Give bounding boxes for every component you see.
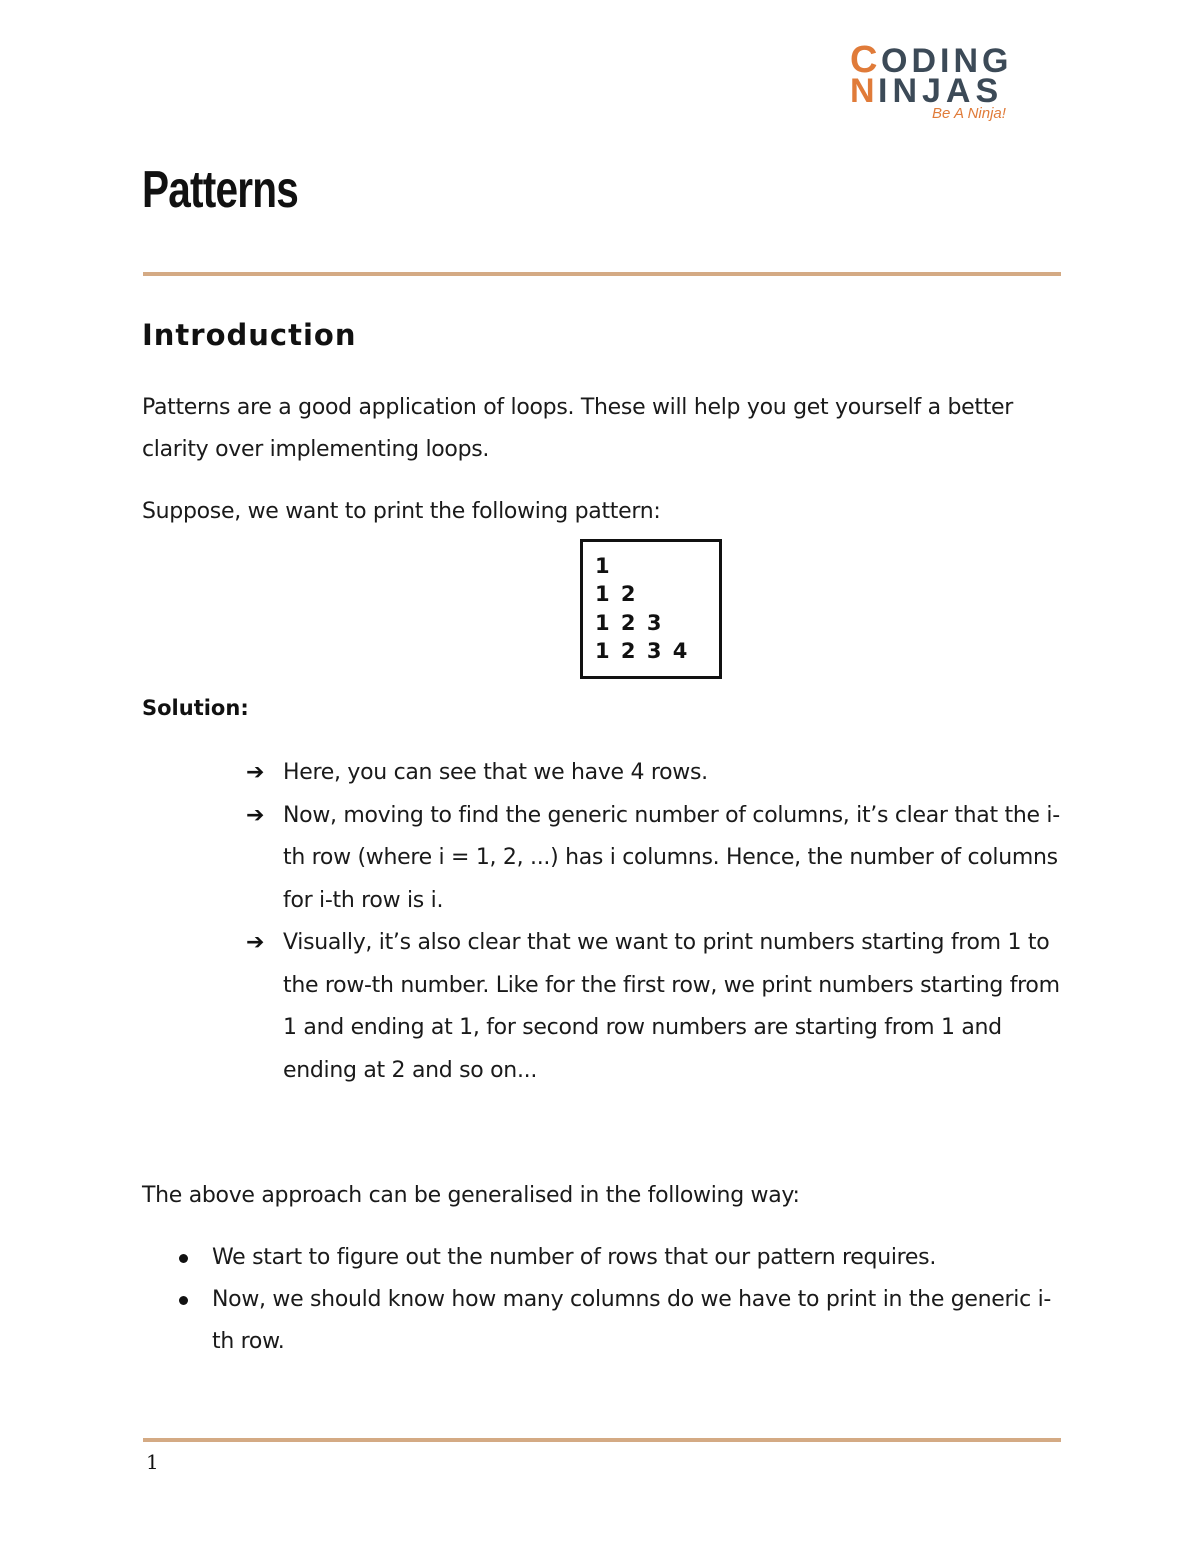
logo-text-injas: INJAS: [878, 72, 1004, 110]
general-point-text: Now, we should know how many columns do we have to print in the generic i-th row.: [212, 1287, 1052, 1354]
general-points-list: [176, 1237, 1056, 1363]
solution-item-text: Here, you can see that we have 4 rows.: [283, 760, 708, 785]
arrow-right-icon: ➔: [246, 930, 265, 955]
pattern-line: 1 2: [595, 582, 638, 606]
arrow-right-icon: ➔: [246, 760, 265, 785]
bullet-icon: [179, 1296, 188, 1305]
general-point-text: We start to figure out the number of rows that our pattern requires.: [212, 1245, 937, 1270]
logo-text-oding: ODING: [881, 42, 1013, 80]
general-point-item: [176, 1237, 1056, 1279]
intro-paragraph: Patterns are a good application of loops. These will help you get yourself a better clarity over implementing loops.: [142, 395, 1014, 462]
solution-item-text: Visually, it’s also clear that we want to print numbers starting from 1 to the row-th number. Like for the first row, we print numbers starting from 1 and ending at 1, for second row numbers are starting from 1 and ending at 2 and so on...: [283, 930, 1060, 1083]
solution-item: [246, 795, 1066, 923]
solution-item: [246, 922, 1066, 1092]
bullet-icon: [179, 1254, 188, 1263]
solution-item-text: Now, moving to find the generic number of columns, it’s clear that the i-th row (where i = 1, 2, ...) has i columns. Hence, the number of columns for i-th row is i.: [283, 802, 1060, 913]
pattern-example-box: [580, 539, 722, 679]
logo-tagline: Be A Ninja!: [932, 105, 1006, 122]
logo-letter-n: N: [850, 72, 875, 110]
general-point-item: [176, 1279, 1056, 1363]
solution-label: Solution:: [142, 696, 249, 720]
pattern-line: 1 2 3 4: [595, 639, 690, 663]
suppose-paragraph: Suppose, we want to print the following pattern:: [142, 499, 661, 524]
coding-ninjas-logo: [848, 40, 1028, 122]
page-number: 1: [146, 1450, 159, 1474]
title-divider: [143, 272, 1061, 276]
section-heading-introduction: Introduction: [142, 318, 357, 352]
page-title: Patterns: [142, 161, 299, 219]
solution-item: [246, 752, 1066, 795]
solution-list: [246, 752, 1066, 1092]
logo-letter-c: C: [850, 40, 878, 81]
generalise-paragraph: The above approach can be generalised in the following way:: [142, 1183, 800, 1208]
pattern-line: 1: [595, 554, 612, 578]
logo-graphic: [848, 40, 1028, 122]
pattern-line: 1 2 3: [595, 611, 664, 635]
footer-divider: [143, 1438, 1061, 1442]
arrow-right-icon: ➔: [246, 802, 265, 828]
